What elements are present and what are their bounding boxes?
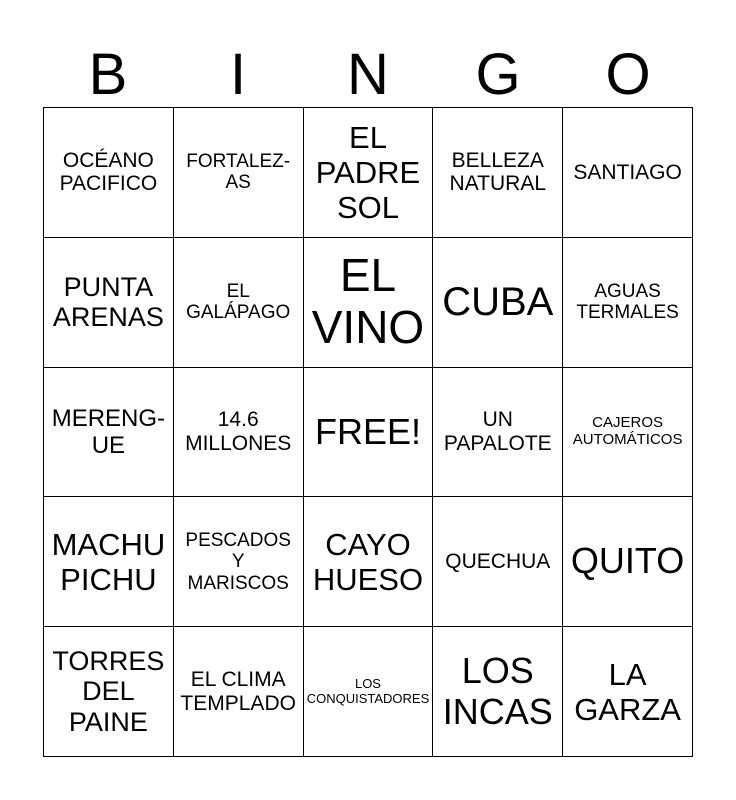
bingo-cell[interactable]: [304, 497, 434, 627]
bingo-cell[interactable]: [433, 627, 563, 757]
bingo-cell[interactable]: [174, 108, 304, 238]
bingo-cell[interactable]: [44, 497, 174, 627]
bingo-cell-text: LOS INCAS: [442, 649, 553, 732]
bingo-cell-text: PUNTA ARENAS: [52, 271, 164, 333]
bingo-cell[interactable]: [563, 497, 693, 627]
bingo-cell[interactable]: [44, 238, 174, 368]
bingo-cell-text: MERENG- UE: [51, 404, 166, 459]
bingo-cell[interactable]: [44, 627, 174, 757]
bingo-cell-text: EL VINO: [311, 249, 425, 354]
bingo-cell[interactable]: [304, 627, 434, 757]
bingo-cell[interactable]: [433, 238, 563, 368]
header-letter-b: B: [88, 42, 128, 107]
bingo-cell-text: MACHU PICHU: [51, 526, 166, 597]
bingo-cell[interactable]: [563, 108, 693, 238]
header-letter-n: N: [347, 42, 389, 107]
bingo-cell-text: TORRES DEL PAINE: [52, 645, 165, 737]
bingo-card-grid: [43, 107, 693, 757]
bingo-cell[interactable]: [44, 368, 174, 498]
bingo-cell[interactable]: [304, 108, 434, 238]
bingo-cell[interactable]: [563, 627, 693, 757]
bingo-cell[interactable]: [563, 368, 693, 498]
bingo-cell[interactable]: [433, 108, 563, 238]
bingo-cell[interactable]: [174, 368, 304, 498]
bingo-cell-text: AGUAS TERMALES: [576, 280, 679, 324]
bingo-cell-text: LA GARZA: [574, 656, 681, 727]
bingo-cell-text: 14.6 MILLONES: [185, 408, 292, 455]
bingo-cell[interactable]: [44, 108, 174, 238]
header-letter-o: O: [605, 42, 651, 107]
bingo-cell-text: CUBA: [442, 279, 554, 324]
bingo-cell[interactable]: [174, 238, 304, 368]
bingo-cell[interactable]: [174, 627, 304, 757]
bingo-cell-text: EL CLIMA TEMPLADO: [180, 667, 296, 715]
bingo-cell-text: CAYO HUESO: [312, 526, 424, 597]
bingo-cell[interactable]: [563, 238, 693, 368]
free-space-text: FREE!: [314, 410, 421, 452]
bingo-cell-text: UN PAPALOTE: [443, 408, 552, 455]
free-space-cell[interactable]: [304, 368, 434, 498]
bingo-cell-text: OCÉANO PACIFICO: [59, 148, 158, 196]
bingo-cell-text: BELLEZA NATURAL: [449, 148, 547, 196]
header-letter-i: I: [229, 42, 247, 107]
bingo-cell-text: FORTALEZ- AS: [186, 150, 291, 194]
bingo-cell-text: CAJEROS AUTOMÁTICOS: [572, 414, 683, 448]
header-letter-g: G: [475, 42, 521, 107]
bingo-cell-text: PESCADOS Y MARISCOS: [185, 529, 291, 594]
bingo-cell[interactable]: [304, 238, 434, 368]
bingo-cell[interactable]: [174, 497, 304, 627]
bingo-cell-text: EL PADRE SOL: [315, 119, 421, 225]
bingo-cell-text: LOS CONQUISTADORES: [306, 675, 430, 706]
bingo-cell-text: EL GALÁPAGO: [186, 280, 291, 324]
bingo-cell-text: SANTIAGO: [573, 160, 682, 184]
bingo-header: [43, 42, 693, 108]
bingo-cell[interactable]: [433, 497, 563, 627]
bingo-cell-text: QUITO: [570, 540, 685, 582]
bingo-cell[interactable]: [433, 368, 563, 498]
bingo-cell-text: QUECHUA: [445, 549, 551, 573]
